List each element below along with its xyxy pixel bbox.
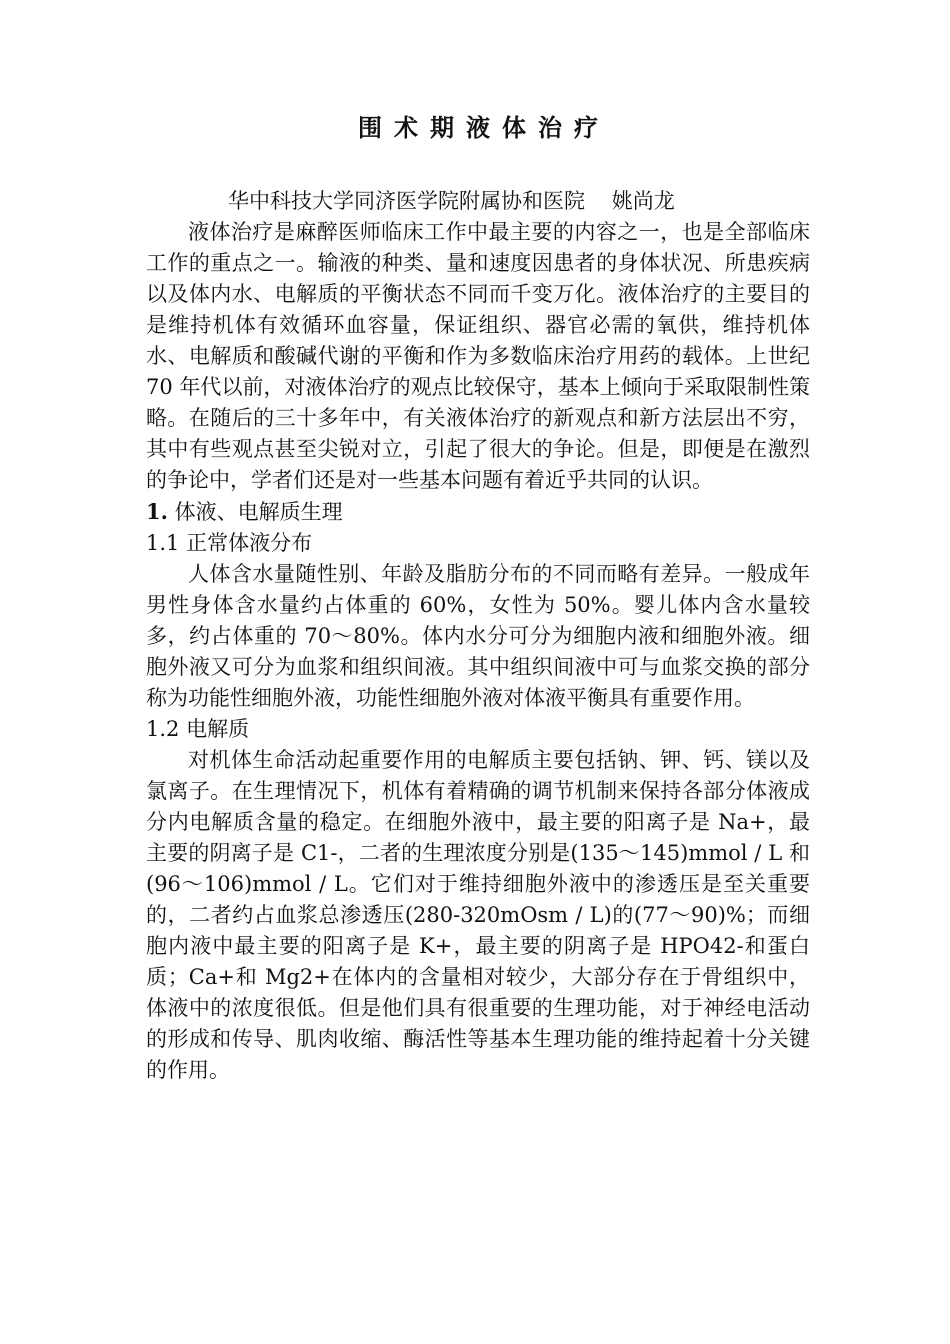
section-1-number: 1. (146, 499, 168, 524)
section-1-title: 体液、电解质生理 (167, 500, 343, 524)
section-1-1-heading: 1.1 正常体液分布 (146, 531, 313, 555)
document-page (146, 110, 810, 1086)
intro-paragraph: 液体治疗是麻醉医师临床工作中最主要的内容之一，也是全部临床工作的重点之一。输液的种类、量和速度因患者的身体状况、所患疾病以及体内水、电解质的平衡状态不同而千变万化。液体治疗的主要目的是维持机体有效循环血容量，保证组织、器官必需的氧供，维持机体水、电解质和酸碱代谢的平衡和作为多数临床治疗用药的载体。上世纪 70 年代以前，对液体治疗的观点比较保守，基本上倾向于采取限制性策略。在随后的三十多年中，有关液体治疗的新观点和新方法层出不穷，其中有些观点甚至尖锐对立，引起了很大的争论。但是，即便是在激烈的争论中，学者们还是对一些基本问题有着近乎共同的认识。 (146, 220, 810, 492)
author-line: 华中科技大学同济医学院附属协和医院 姚尚龙 (228, 189, 675, 213)
document-title: 围术期液体治疗 (358, 113, 610, 142)
section-1-heading (146, 496, 810, 528)
section-1-2-paragraph: 对机体生命活动起重要作用的电解质主要包括钠、钾、钙、镁以及氯离子。在生理情况下，机体有着精确的调节机制来保持各部分体液成分内电解质含量的稳定。在细胞外液中，最主要的阳离子是 Na+，最主要的阴离子是 C1-，二者的生理浓度分别是(135～145)mmol / L 和(96～106)mmol / L。它们对于维持细胞外液中的渗透压是至关重要的，二者约占血浆总渗透压(280-320mOsm / L)的(77～90)%；而细胞内液中最主要的阳离子是 K+，最主要的阴离子是 HPO42-和蛋白质；Ca+和 Mg2+在体内的含量相对较少，大部分存在于骨组织中，体液中的浓度很低。但是他们具有很重要的生理功能，对于神经电活动的形成和传导、肌肉收缩、酶活性等基本生理功能的维持起着十分关键的作用。 (146, 748, 810, 1082)
section-1-2-heading: 1.2 电解质 (146, 717, 250, 741)
section-1-1-paragraph: 人体含水量随性别、年龄及脂肪分布的不同而略有差异。一般成年男性身体含水量约占体重的 60%，女性为 50%。婴儿体内含水量较多，约占体重的 70～80%。体内水分可分为细胞内液和细胞外液。细胞外液又可分为血浆和组织间液。其中组织间液中可与血浆交换的部分称为功能性细胞外液，功能性细胞外液对体液平衡具有重要作用。 (146, 562, 810, 710)
